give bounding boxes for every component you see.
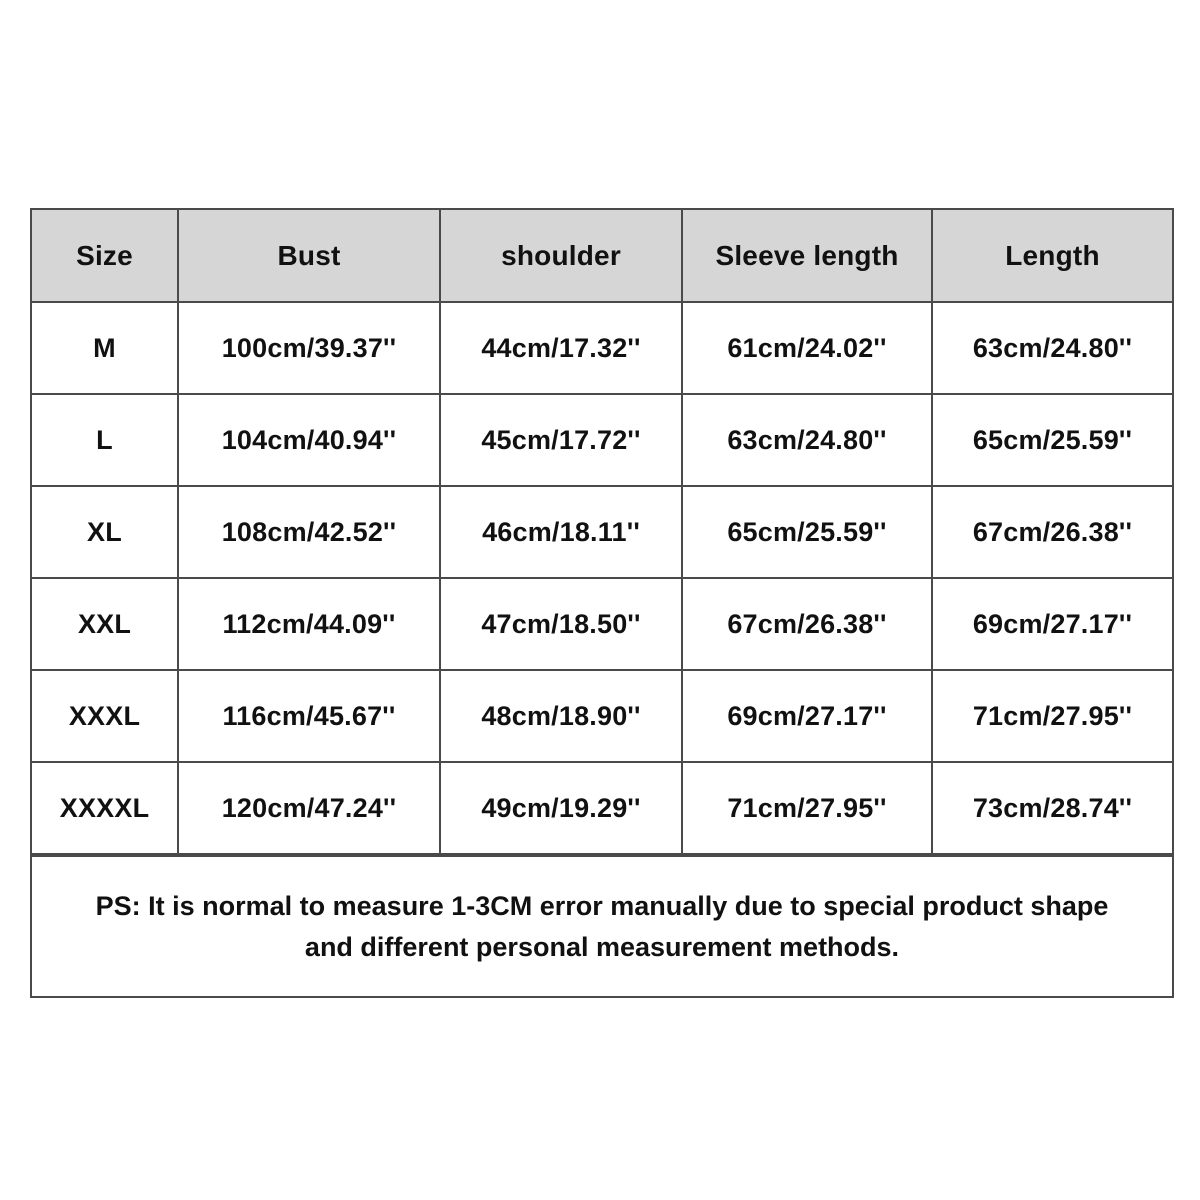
note-line: PS: It is normal to measure 1-3CM error manually due to special product shape	[95, 890, 1109, 921]
table-row	[32, 578, 1172, 670]
column-header-size: Size	[32, 210, 178, 302]
measurement-note	[32, 855, 1172, 996]
size-cell: L	[32, 394, 178, 486]
shoulder-cell: 47cm/18.50''	[440, 578, 682, 670]
table-row	[32, 302, 1172, 394]
column-header-bust: Bust	[178, 210, 440, 302]
bust-cell: 116cm/45.67''	[178, 670, 440, 762]
bust-cell: 108cm/42.52''	[178, 486, 440, 578]
size-table	[32, 210, 1172, 855]
table-row	[32, 762, 1172, 854]
shoulder-cell: 48cm/18.90''	[440, 670, 682, 762]
size-chart	[30, 208, 1174, 998]
column-header-shoulder: shoulder	[440, 210, 682, 302]
sleeve-length-cell: 63cm/24.80''	[682, 394, 932, 486]
sleeve-length-cell: 71cm/27.95''	[682, 762, 932, 854]
table-row	[32, 486, 1172, 578]
note-line: and different personal measurement methods.	[304, 931, 900, 962]
shoulder-cell: 49cm/19.29''	[440, 762, 682, 854]
size-cell: XXXXL	[32, 762, 178, 854]
sleeve-length-cell: 67cm/26.38''	[682, 578, 932, 670]
length-cell: 67cm/26.38''	[932, 486, 1172, 578]
bust-cell: 100cm/39.37''	[178, 302, 440, 394]
column-header-length: Length	[932, 210, 1172, 302]
shoulder-cell: 46cm/18.11''	[440, 486, 682, 578]
shoulder-cell: 44cm/17.32''	[440, 302, 682, 394]
bust-cell: 104cm/40.94''	[178, 394, 440, 486]
table-header-row	[32, 210, 1172, 302]
column-header-sleeve-length: Sleeve length	[682, 210, 932, 302]
length-cell: 65cm/25.59''	[932, 394, 1172, 486]
sleeve-length-cell: 65cm/25.59''	[682, 486, 932, 578]
size-cell: XXXL	[32, 670, 178, 762]
sleeve-length-cell: 61cm/24.02''	[682, 302, 932, 394]
length-cell: 63cm/24.80''	[932, 302, 1172, 394]
table-row	[32, 394, 1172, 486]
length-cell: 69cm/27.17''	[932, 578, 1172, 670]
length-cell: 71cm/27.95''	[932, 670, 1172, 762]
size-cell: M	[32, 302, 178, 394]
size-cell: XL	[32, 486, 178, 578]
sleeve-length-cell: 69cm/27.17''	[682, 670, 932, 762]
table-row	[32, 670, 1172, 762]
bust-cell: 120cm/47.24''	[178, 762, 440, 854]
size-cell: XXL	[32, 578, 178, 670]
length-cell: 73cm/28.74''	[932, 762, 1172, 854]
shoulder-cell: 45cm/17.72''	[440, 394, 682, 486]
bust-cell: 112cm/44.09''	[178, 578, 440, 670]
